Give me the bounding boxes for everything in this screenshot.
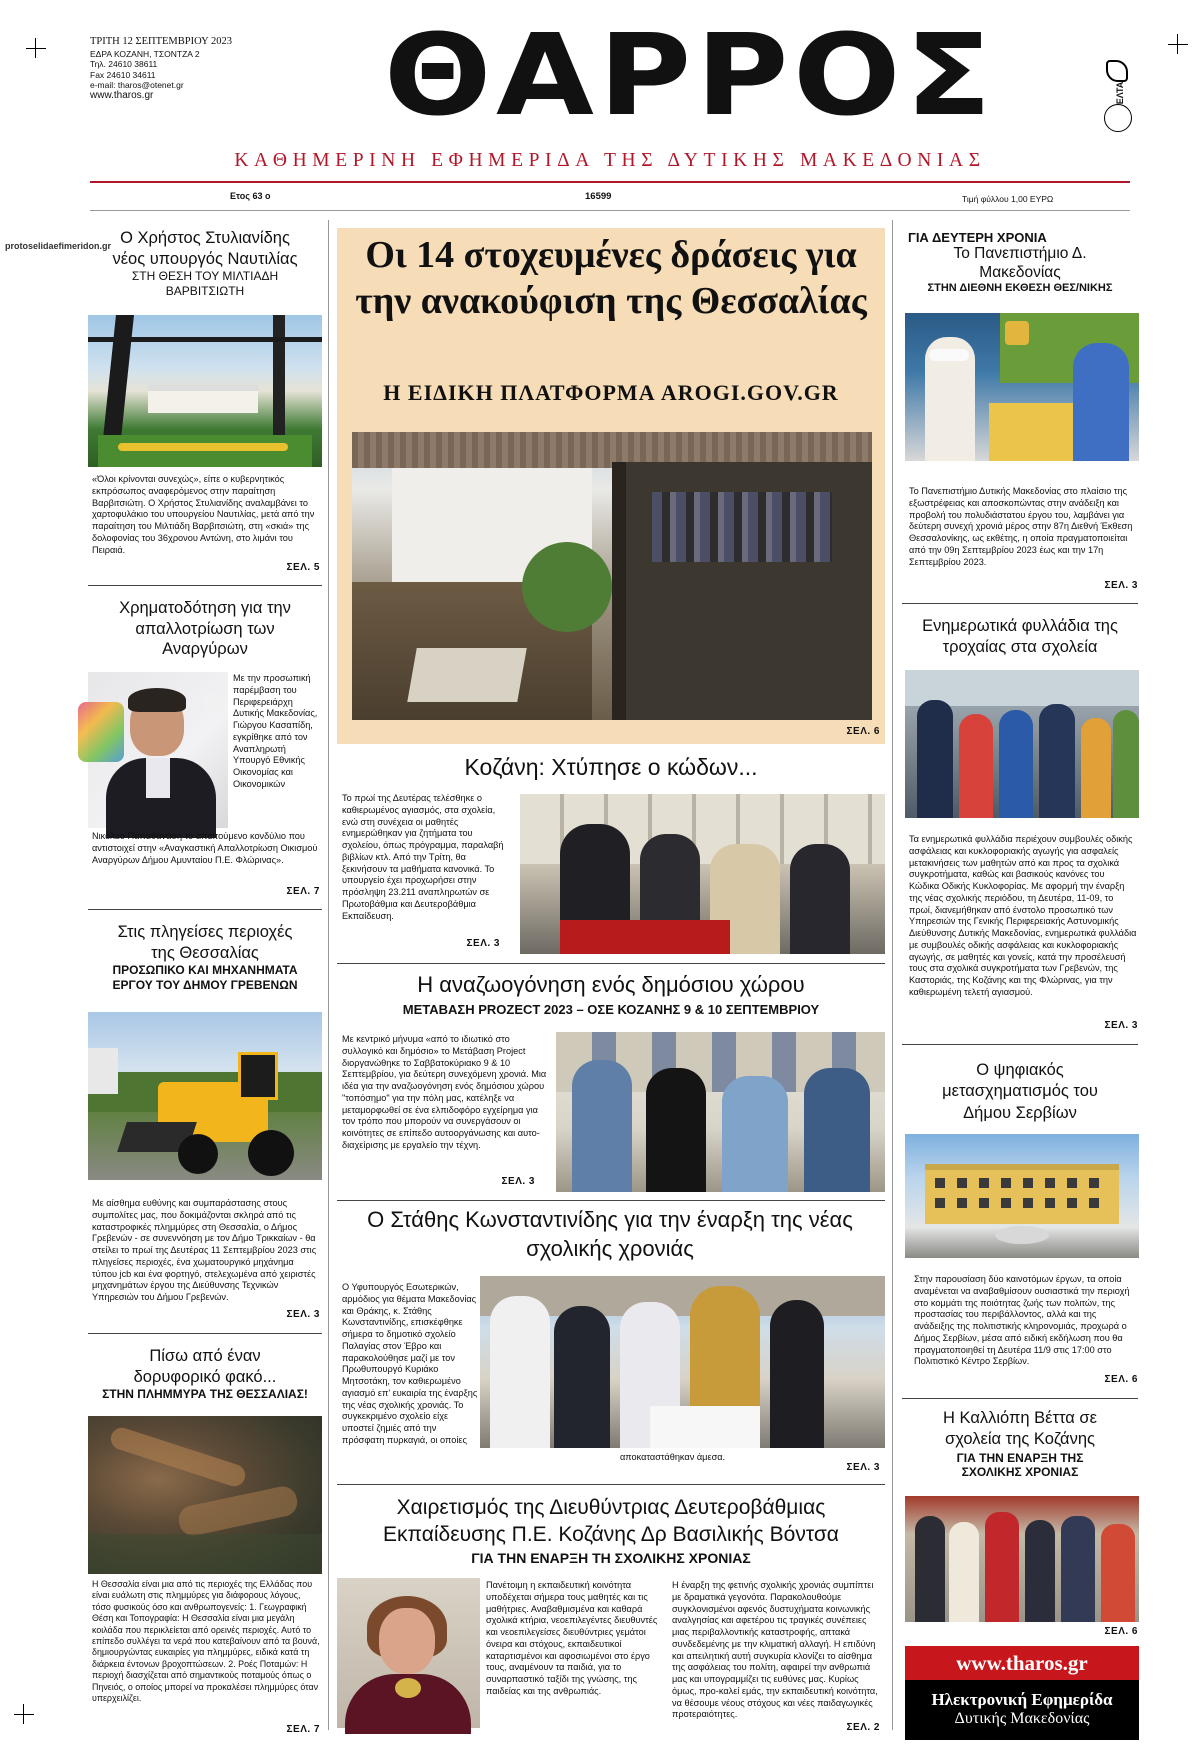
photo-vontsa (337, 1578, 480, 1728)
promo-url[interactable]: www.tharos.gr (956, 1651, 1088, 1675)
article-body: Στην παρουσίαση δύο καινοτόμων έργων, τα οποία αναμένεται να αναβαθμίσουν ουσιαστικά την περιοχή στο κομμάτι της ποιότητας ζωής των πολιτών, της προστασίας του περιβάλλοντος, αλλά και της ανάδειξης της πολιτιστικής κληρονομιάς, προχωρά ο Δήμος Σερβίων, μέσα από ειδική εκδήλωση που θα πραγματοποιηθεί τη Δευτέρα 11/9 στις 17:00 στο Πολιτιστικό Κέντρο Σερβίων. (914, 1274, 1130, 1367)
photo-palagia-school (480, 1276, 885, 1448)
promo-banner[interactable] (905, 1646, 1139, 1740)
article-kicker: ΓΙΑ ΔΕΥΤΕΡΗ ΧΡΟΝΙΑ (908, 230, 1047, 245)
page-reference[interactable]: ΣΕΛ. 3 (1104, 580, 1138, 591)
crop-mark (14, 1714, 34, 1715)
article-stylianidis[interactable] (88, 228, 322, 298)
stathis-title[interactable]: Ο Στάθης Κωνσταντινίδης για την έναρξη της νέας σχολικής χρονιάς (367, 1207, 853, 1261)
stathis-body: Ο Υφυπουργός Εσωτερικών, αρμόδιος για θέματα Μακεδονίας και Θράκης, κ. Στάθης Κωνσταντινίδης, επισκέφθηκε σήμερα το δημοτικό σχολείο Παλαγίας στον Έβρο και παρακολούθησε μαζί με τον Πρωθυπουργό Κυριάκο Μητσοτάκη, τον καθιερωμένο αγιασμό επ' ευκαιρία της έναρξης της νέας σχολικής χρονιάς. Το συγκεκριμένο σχολείο είχε υποστεί ζημιές από την πρόσφατη πυρκαγιά, οι οποίες (342, 1282, 478, 1445)
kozani-title[interactable]: Κοζάνη: Χτύπησε ο κώδων... (464, 754, 758, 780)
photo-vetta-school (905, 1496, 1139, 1622)
article-body: Νικόλαο Παπαθανάση το απαιτούμενο κονδύλιο που αντιστοιχεί στην «Αναγκαστική Απαλλοτρίωση Οικισμού Αναργύρων Δήμου Αμυνταίου Π.Ε. Φλώρινας». (92, 831, 318, 865)
promo-line2: Δυτικής Μακεδονίας (954, 1710, 1090, 1727)
article-body: Με αίσθημα ευθύνης και συμπαράστασης στους συμπολίτες μας, που δοκιμάζονται σκληρά από τις καταστροφικές πλημμύρες στη Θεσσαλία, ο Δήμος Γρεβενών - σε συνεννόηση με τον Δήμο Τρικκαίων - θα στείλει το πρωί της Δευτέρας 11 Σεπτεμβρίου 2023 στις πληγείσες περιοχές, ένα χωματουργικό μηχάνημα τύπου jcb και ένα φορτηγό, στελεχωμένα από χειριστές μηχανημάτων έργου της Διεύθυνσης Τεχνικών Υπηρεσιών του Δήμου Γρεβενών. (92, 1198, 317, 1303)
price: Τιμή φύλλου 1,00 ΕΥΡΩ (962, 194, 1054, 204)
year: Ετος 63 ο (230, 191, 271, 201)
promo-line1: Ηλεκτρονική Εφημερίδα (931, 1690, 1113, 1709)
page-reference[interactable]: ΣΕΛ. 6 (1104, 1626, 1138, 1637)
anazo-title[interactable]: Η αναζωογόνηση ενός δημόσιου χώρου (417, 972, 805, 997)
vontsa-body-col2: Η έναρξη της φετινής σχολικής χρονιάς συμπίπτει με δραματικά γεγονότα. Παρακολουθούμε συγκλονισμένοι αφενός δυστυχήματα κοινωνικής αναλγησίας και αφετέρου τις τραγικές συνέπειες μιας περιβαλλοντικής καταστροφής, απτακά συνδεδεμένης με την κλιματική αλλαγή. Η επιδύνη και απειλητική αυτή συγκυρία κλονίζει το αίσθημα της ασφάλειας του πολίτη, αφαιρεί την ανθρωπιά μας και υπογραμμίζει τις ευθύνες μας. Κυρίως όμως, προ-καλεί εμάς, την εκπαιδευτική κοινότητα, να θέσουμε νέους στόχους και νέες παιδαγωγικές προτεραιότητες. (672, 1580, 878, 1720)
page-reference[interactable]: ΣΕΛ. 7 (286, 1724, 320, 1735)
newspaper-logo: ΘΑΡΡΟΣ (383, 11, 997, 141)
lead-headline[interactable]: Οι 14 στοχευμένες δράσεις για την ανακούφιση της Θεσσαλίας (355, 234, 867, 322)
crop-mark (1177, 34, 1178, 54)
page-reference[interactable]: ΣΕΛ. 3 (846, 1462, 880, 1473)
anazo-body: Με κεντρικό μήνυμα «από το ιδιωτικό στο συλλογικό και δημόσιο» το Μετάβαση Project διοργανώθηκε το Σαββατοκύριακο 9 & 10 Σεπτεμβρίου, για δεύτερη συνεχόμενη χρονιά. Μια ιδέα για την αναζωογόνηση ενός δημόσιου χώρου "τοπόσημο" για την πόλη μας, κατέληξε να μεταμορφωθεί σε ένα ελπιδοφόρο εγχείρημα για τον τρόπο που μπορούν να συνεργάσουν οι κοινότητες σε επίπεδο αυτοοργάνωσης και αυτο- διαχείρισης με εργαλείο την τέχνη. (342, 1034, 547, 1150)
page-reference[interactable]: ΣΕΛ. 5 (286, 562, 320, 573)
page-reference[interactable]: ΣΕΛ. 2 (846, 1722, 880, 1733)
masthead-info (90, 36, 310, 102)
column-rule (328, 220, 329, 1730)
divider (337, 1200, 885, 1201)
article-body: Τα ενημερωτικά φυλλάδια περιέχουν συμβουλές οδικής ασφάλειας και κυκλοφοριακής αγωγής για ασφαλείς μετακινήσεις των μαθητών από και προς τα σχολικά συγκροτήματα, καθώς και βασικούς κανόνες του Κώδικα Οδικής Κυκλοφορίας. Με αφορμή την έναρξη της νέας σχολικής περιόδου, τη Δευτέρα, 11-09, το πρωί, διανεμήθηκαν από ένστολο προσωπικό των Υπηρεσιών της Γενικής Περιφερειακής Αστυνομικής Διεύθυνσης Δυτικής Μακεδονίας, ενημερωτικά φυλλάδια με συμβουλές οδικής ασφάλειας και κυκλοφοριακής αγωγής, σε μαθητές και γονείς, κατά την προσέλευσή τους στα σχολικά συγκροτήματα των Γρεβενών, της Καστοριάς, της Κοζάνης και της Φλώρινας, για την καθιερωμένη τελετή αγιασμού. (909, 834, 1137, 997)
article-title: Ο Χρήστος Στυλιανίδης νέος υπουργός Ναυτιλίας (112, 229, 298, 268)
article-title: Το Πανεπιστήμιο Δ. Μακεδονίας (953, 245, 1087, 281)
photo-traffic-leaflets (905, 670, 1139, 818)
divider (902, 1398, 1138, 1399)
article-vetta[interactable] (902, 1408, 1138, 1479)
fax: Fax 24610 34611 (90, 69, 156, 80)
article-title: Στις πληγείσες περιοχές της Θεσσαλίας (117, 923, 293, 962)
crop-mark (35, 38, 36, 58)
divider (88, 909, 322, 910)
page-reference[interactable]: ΣΕΛ. 3 (286, 1309, 320, 1320)
article-title: Η Καλλιόπη Βέττα σε σχολεία της Κοζάνης (943, 1409, 1097, 1449)
article-body: Η Θεσσαλία είναι μια από τις περιοχές της Ελλάδας που είναι ευάλωτη στις πλημμύρες για διάφορους λόγους, τόσο φυσικούς όσο και ανθρωπογενείς: 1. Γεωγραφική Θέση και Τοπογραφία: Η Θεσσαλία είναι μια μεγάλη κοιλάδα που περικλείεται από ορεινές περιοχές. Αυτό το επίπεδο συλλέγει τα νερά που κατεβαίνουν από τα βουνά, δημιουργώντας ευκαιρίες για πλημμύρες, ειδικά κατά τη διάρκεια έντονων βροχοπτώσεων. 2. Ροές Ποταμών: Η περιοχή διασχίζεται από σημαντικούς ποταμούς όπως ο Πηνειός, ο οποίος μπορεί να προκαλέσει πλημμύρες όταν υπερχειλίζει. (92, 1579, 320, 1703)
vontsa-body-col1: Πανέτοιμη η εκπαιδευτική κοινότητα υποδέχεται σήμερα τους μαθητές και τις μαθήτριες. Αναβαθμισμένα και καθαρά σχολικά κτήρια, νεοεπιλεγέντες διευθυντές και νεοεπιλεγείσες διευθύντριες γεμάτοι όνειρα και στόχους, εκπαιδευτικοί καταρτισμένοι και αφοσιωμένοι στο έργο τους, αναμένουν τα παιδιά, για το συναρπαστικό ταξίδι της γνώσης, της παιδείας και της ανθρωπιάς. (486, 1580, 658, 1696)
kozani-body: Το πρωί της Δευτέρας τελέσθηκε ο καθιερωμένος αγιασμός, στα σχολεία, ενώ στη συνέχεια οι μαθητές ενημερώθηκαν για ζητήματα του σχολείου, όπως πρόγραμμα, παραλαβή βιβλίων κτλ. Από την Τρίτη, θα ξεκινήσουν τα μαθήματα κανονικά. Το υπουργείο έχει προχωρήσει στην πρόσληψη 23.211 αναπληρωτών σε Πρωτοβάθμια και Δευτεροβάθμια Εκπαίδευση. (342, 793, 504, 921)
article-satellite[interactable] (88, 1346, 322, 1402)
photo-maximos-mansion (88, 315, 322, 467)
email: e-mail: tharos@otenet.gr (90, 79, 184, 90)
article-body: «Όλοι κρίνονται συνεχώς», είπε ο κυβερνητικός εκπρόσωπος αναφερόμενος στην παραίτηση Βαρβιτσιώτη. Ο Χρήστος Στυλιανίδης αναλαμβάνει το χαρτοφυλάκιο του υπουργείου Ναυτιλίας, μετά από την παραίτηση του Μιλτιάδη Βαρβιτσιώτη, στη «σκιά» της δολοφονίας του 36χρονου Αντώνη, στο λιμάνι του Πειραιά. (92, 474, 315, 555)
page-reference[interactable]: ΣΕΛ. 3 (501, 1176, 535, 1187)
watermark: protoselidaefimeridon.gr (5, 241, 112, 251)
anazo-subtitle: ΜΕΤΑΒΑΣΗ PROZECT 2023 – ΟΣΕ ΚΟΖΑΝΗΣ 9 & 10 ΣΕΠΤΕΜΒΡΙΟΥ (402, 1002, 820, 1017)
website-link[interactable]: www.tharos.gr (90, 90, 154, 102)
article-grevena[interactable] (88, 922, 322, 992)
divider (337, 1484, 885, 1485)
divider (902, 603, 1138, 604)
photo-flooded-house (352, 432, 872, 720)
stathis-body-end: αποκαταστάθηκαν άμεσα. (620, 1452, 726, 1462)
photo-kasapidis (88, 672, 228, 828)
photo-kozani-blessing (520, 794, 885, 954)
page-reference[interactable]: ΣΕΛ. 6 (846, 726, 880, 737)
elta-label: ΕΛΤΑ (1115, 81, 1125, 105)
article-subtitle: ΣΤΗΝ ΔΙΕΘΝΗ ΕΚΘΕΣΗ ΘΕΣ/ΝΙΚΗΣ (927, 282, 1113, 295)
phone: Τηλ. 24610 38611 (90, 59, 158, 70)
divider (902, 1044, 1138, 1045)
photo-servia-townhall (905, 1134, 1139, 1258)
article-subtitle: ΣΤΗΝ ΠΛΗΜΜΥΡΑ ΤΗΣ ΘΕΣΣΑΛΙΑΣ! (102, 1387, 308, 1402)
article-title-anargyroi[interactable]: Χρηματοδότηση για την απαλλοτρίωση των Αναργύρων (119, 599, 291, 659)
article-traffic-title[interactable]: Ενημερωτικά φυλλάδια της τροχαίας στα σχολεία (922, 617, 1118, 657)
article-subtitle: ΣΤΗ ΘΕΣΗ ΤΟΥ ΜΙΛΤΙΑΔΗ ΒΑΡΒΙΤΣΙΩΤΗ (131, 269, 279, 298)
lead-subheadline: Η ΕΙΔΙΚΗ ΠΛΑΤΦΟΡΜΑ AROGI.GOV.GR (383, 380, 839, 405)
article-servia-title[interactable]: Ο ψηφιακός μετασχηματισμός του Δήμου Σερβίων (942, 1061, 1098, 1122)
address: ΕΔΡΑ ΚΟΖΑΝΗ, ΤΣΟΝΤΖΑ 2 (90, 48, 200, 59)
photo-university-booth (905, 313, 1139, 461)
column-rule (892, 220, 893, 1730)
page-reference[interactable]: ΣΕΛ. 7 (286, 886, 320, 897)
crop-mark (26, 48, 46, 49)
page-reference[interactable]: ΣΕΛ. 3 (466, 938, 500, 949)
issue-number: 16599 (585, 191, 612, 202)
article-body-side: Με την προσωπική παρέμβαση του Περιφερειάρχη Δυτικής Μακεδονίας, Γιώργου Κασαπίδη, εγκρίθηκε από τον Αναπληρωτή Υπουργό Εθνικής Οικονομίας και Οικονομικών (233, 673, 318, 789)
article-subtitle: ΓΙΑ ΤΗΝ ΕΝΑΡΞΗ ΤΗΣ ΣΧΟΛΙΚΗΣ ΧΡΟΝΙΑΣ (956, 1450, 1084, 1479)
divider (337, 963, 885, 964)
photo-four-women (556, 1032, 885, 1192)
page-reference[interactable]: ΣΕΛ. 6 (1104, 1374, 1138, 1385)
article-title: Πίσω από έναν δορυφορικό φακό... (133, 1347, 277, 1386)
divider (88, 1333, 322, 1334)
article-subtitle: ΠΡΟΣΩΠΙΚΟ ΚΑΙ ΜΗΧΑΝΗΜΑΤΑ ΕΡΓΟΥ ΤΟΥ ΔΗΜΟΥ ΓΡΕΒΕΝΩΝ (112, 963, 298, 992)
vontsa-title[interactable]: Χαιρετισμός της Διευθύντριας Δευτεροβάθμιας Εκπαίδευσης Π.Ε. Κοζάνης Δρ Βασιλικής Βόντσα (383, 1496, 839, 1547)
crop-mark (1168, 44, 1188, 45)
tagline: ΚΑΘΗΜΕΡΙΝΗ ΕΦΗΜΕΡΙΔΑ ΤΗΣ ΔΥΤΙΚΗΣ ΜΑΚΕΔΟΝΙΑΣ (234, 150, 986, 171)
divider (90, 181, 1130, 183)
divider (90, 210, 1130, 211)
elta-stamp (1100, 60, 1140, 140)
vontsa-subtitle: ΓΙΑ ΤΗΝ ΕΝΑΡΞΗ ΤΗ ΣΧΟΛΙΚΗΣ ΧΡΟΝΙΑΣ (471, 1550, 751, 1566)
divider (88, 585, 322, 586)
crop-mark (23, 1704, 24, 1724)
article-body: Το Πανεπιστήμιο Δυτικής Μακεδονίας στο πλαίσιο της εξωστρέφειας και αποσκοπώντας στην ανάδειξη και προβολή του πολυδιάστατου έργου του, λαμβάνει για δεύτερη συνεχή χρονιά μέρος στην 87η Διεθνή Έκθεση Θεσσαλονίκης, ως εκθέτης, η οποία πραγματοποιείται από την 09η Σεπτεμβρίου 2023 έως και την 17η Σεπτεμβρίου 2023. (909, 486, 1133, 567)
photo-excavator (88, 1012, 322, 1180)
photo-satellite-flood (88, 1416, 322, 1574)
article-university[interactable] (902, 230, 1138, 294)
page-reference[interactable]: ΣΕΛ. 3 (1104, 1020, 1138, 1031)
issue-date: ΤΡΙΤΗ 12 ΣΕΠΤΕΜΒΡΙΟΥ 2023 (90, 36, 232, 47)
